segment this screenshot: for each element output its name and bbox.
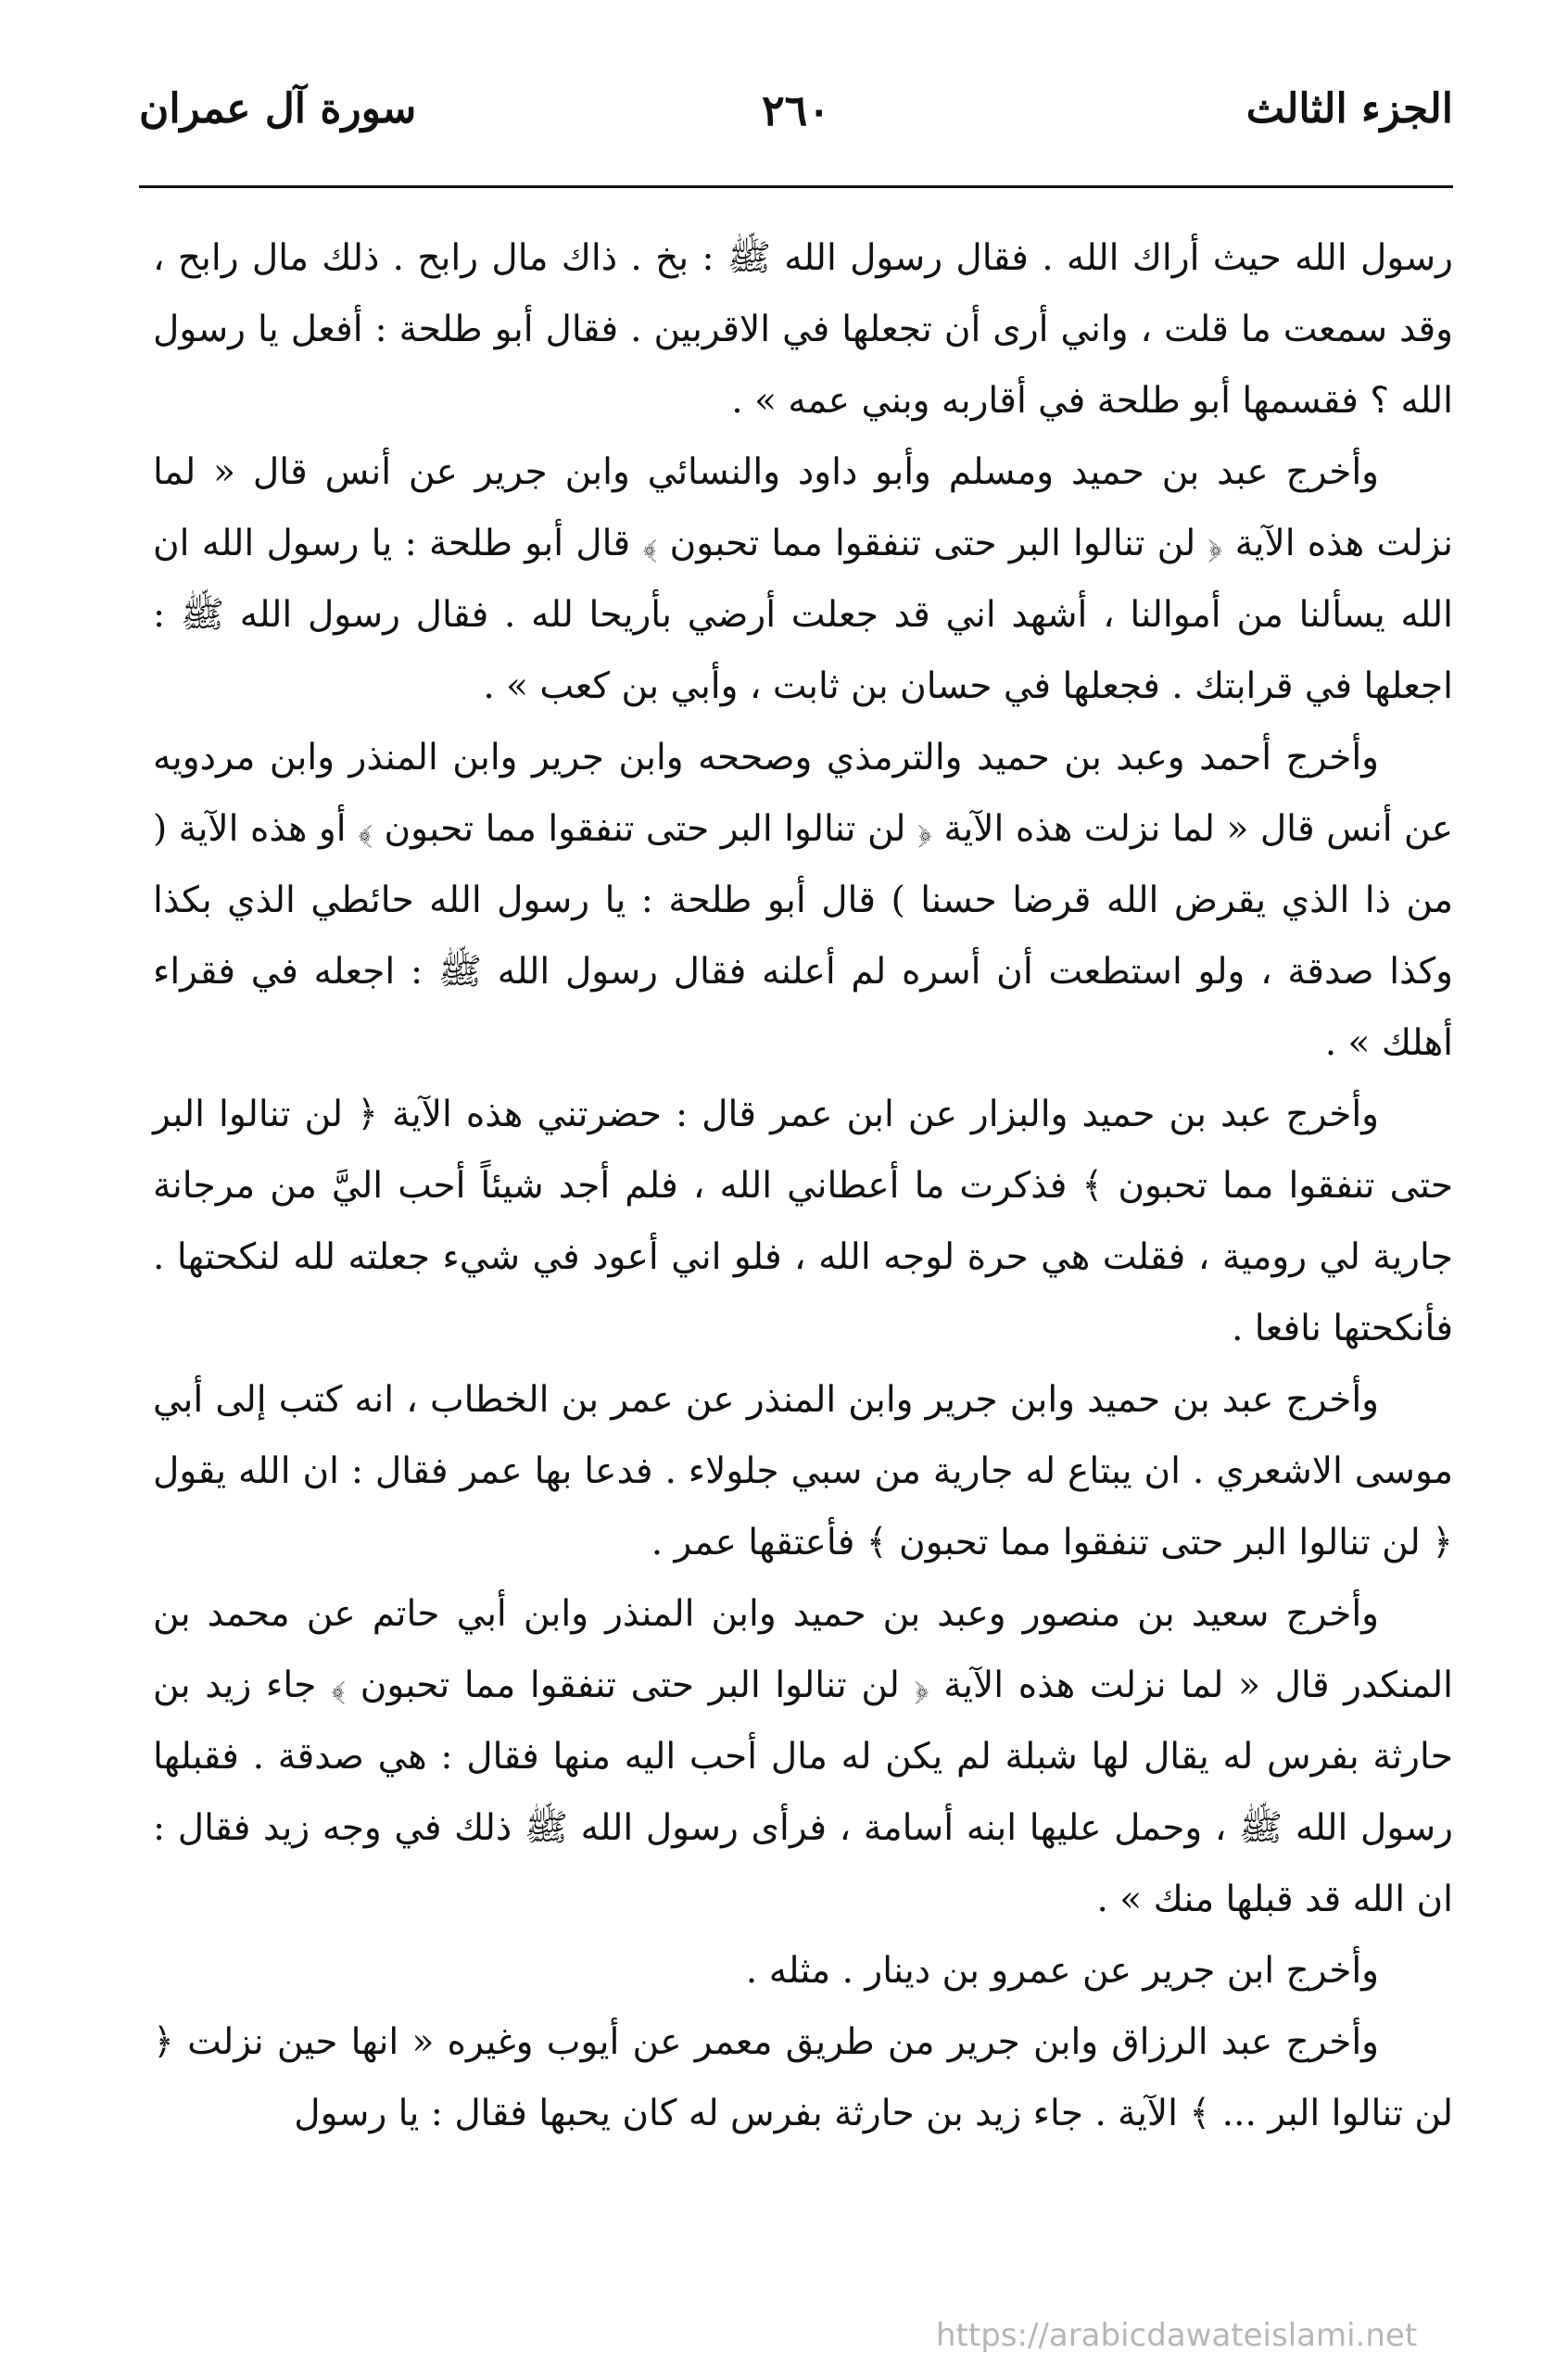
part-title: الجزء الثالث bbox=[1245, 85, 1453, 133]
paragraph: وأخرج سعيد بن منصور وعبد بن حميد وابن المنذر وابن أبي حاتم عن محمد بن المنكدر قال « لما نزلت هذه الآية ﴿ لن تنالوا البر حتى تنفقوا مما تحبون ﴾ جاء زيد بن حارثة بفرس له يقال لها شبلة لم يكن له مال أحب اليه منها فقال : هي صدقة . فقبلها رسول الله ﷺ ، وحمل عليها ابنه أسامة ، فرأى رسول الله ﷺ ذلك في وجه زيد فقال : ان الله قد قبلها منك » . bbox=[153, 1593, 1453, 1920]
paragraph: وأخرج ابن جرير عن عمرو بن دينار . مثله . bbox=[745, 1950, 1379, 1992]
paragraph: وأخرج عبد بن حميد وابن جرير وابن المنذر عن عمر بن الخطاب ، انه كتب إلى أبي موسى الاشعري . ان يبتاع له جارية من سبي جلولاء . فدعا بها عمر فقال : ان الله يقول ﴿ لن تنالوا البر حتى تنفقوا مما تحبون ﴾ فأعتقها عمر . bbox=[153, 1379, 1453, 1563]
paragraph: وأخرج أحمد وعبد بن حميد والترمذي وصححه وابن جرير وابن المنذر وابن مردويه عن أنس قال « لما نزلت هذه الآية ﴿ لن تنالوا البر حتى تنفقوا مما تحبون ﴾ أو هذه الآية ( من ذا الذي يقرض الله قرضا حسنا ) قال أبو طلحة : يا رسول الله حائطي الذي بكذا وكذا صدقة ، ولو استطعت أن أسره لم أعلنه فقال رسول الله ﷺ : اجعله في فقراء أهلك » . bbox=[153, 737, 1453, 1064]
page-header bbox=[139, 85, 1453, 169]
header-rule bbox=[139, 185, 1453, 188]
body-text bbox=[153, 222, 1453, 2149]
page-number: ٢٦٠ bbox=[761, 85, 831, 135]
surah-title: سورة آل عمران bbox=[139, 85, 417, 133]
watermark-url: https://arabicdawateislami.net bbox=[936, 2317, 1418, 2354]
paragraph: وأخرج عبد بن حميد ومسلم وأبو داود والنسائي وابن جرير عن أنس قال « لما نزلت هذه الآية ﴿ لن تنالوا البر حتى تنفقوا مما تحبون ﴾ قال أبو طلحة : يا رسول الله ان الله يسألنا من أموالنا ، أشهد اني قد جعلت أرضي بأريحا لله . فقال رسول الله ﷺ : اجعلها في قرابتك . فجعلها في حسان بن ثابت ، وأبي بن كعب » . bbox=[153, 451, 1453, 707]
paragraph: وأخرج عبد بن حميد والبزار عن ابن عمر قال : حضرتني هذه الآية ﴿ لن تنالوا البر حتى تنفقوا مما تحبون ﴾ فذكرت ما أعطاني الله ، فلم أجد شيئاً أحب اليَّ من مرجانة جارية لي رومية ، فقلت هي حرة لوجه الله ، فلو اني أعود في شيء جعلته لله لنكحتها . فأنكحتها نافعا . bbox=[153, 1094, 1453, 1349]
paragraph: رسول الله حيث أراك الله . فقال رسول الله ﷺ : بخ . ذاك مال رابح . ذلك مال رابح ، وقد سمعت ما قلت ، واني أرى أن تجعلها في الاقربين . فقال أبو طلحة : أفعل يا رسول الله ؟ فقسمها أبو طلحة في أقاربه وبني عمه » . bbox=[153, 237, 1453, 422]
paragraph: وأخرج عبد الرزاق وابن جرير من طريق معمر عن أيوب وغيره « انها حين نزلت ﴿ لن تنالوا البر ... ﴾ الآية . جاء زيد بن حارثة بفرس له كان يحبها فقال : يا رسول bbox=[153, 2021, 1453, 2134]
